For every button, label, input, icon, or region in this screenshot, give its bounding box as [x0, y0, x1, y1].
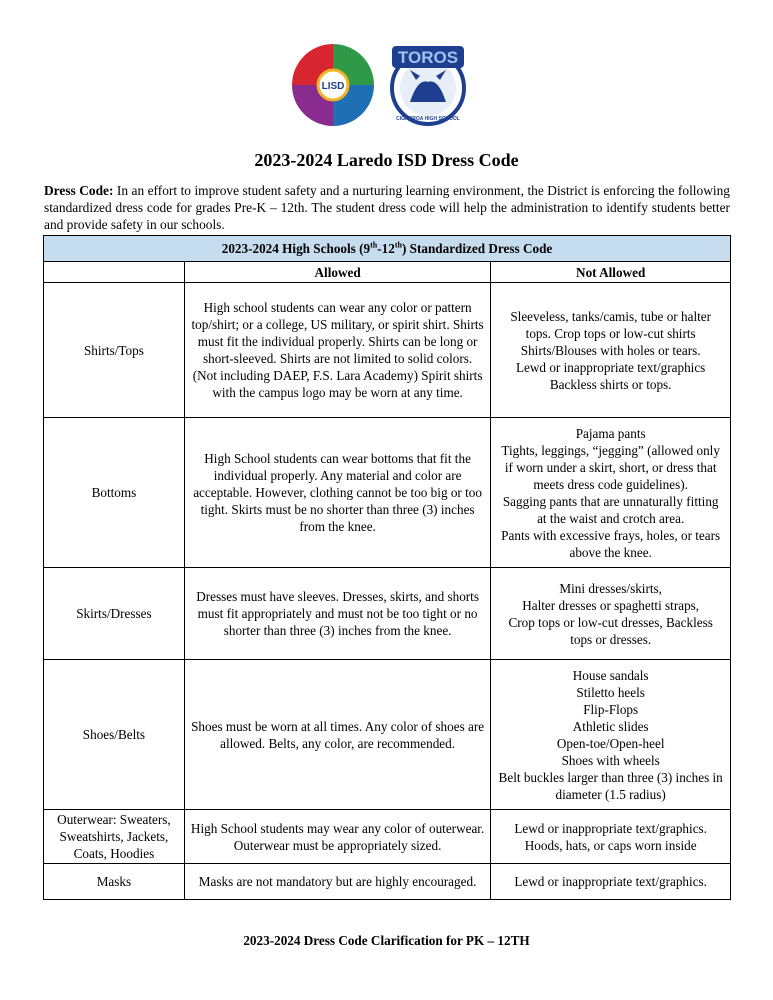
table-caption-row [44, 236, 731, 262]
row-not-allowed: Lewd or inappropriate text/graphics. Hoods, hats, or caps worn inside [491, 810, 731, 864]
row-category: Outerwear: Sweaters, Sweatshirts, Jackets, Coats, Hoodies [44, 810, 185, 864]
column-header-allowed: Allowed [184, 262, 490, 283]
school-logo [388, 40, 468, 130]
school-logo-name: TOROS [397, 48, 459, 67]
row-category: Masks [44, 864, 185, 900]
table-caption: 2023-2024 High Schools (9th-12th) Standardized Dress Code [44, 236, 731, 262]
table-row [44, 418, 731, 568]
row-allowed: Masks are not mandatory but are highly encouraged. [184, 864, 490, 900]
row-allowed: Dresses must have sleeves. Dresses, skirts, and shorts must fit appropriately and must not be too tight or no shorter than three (3) inches from the knee. [184, 568, 490, 660]
logo-bar [0, 40, 773, 130]
row-allowed: High School students may wear any color of outerwear. Outerwear must be appropriately sized. [184, 810, 490, 864]
intro-label: Dress Code: [44, 183, 114, 198]
table-row [44, 864, 731, 900]
row-category: Shoes/Belts [44, 660, 185, 810]
row-allowed: High School students can wear bottoms that fit the individual properly. Any material and color are acceptable. However, clothing cannot be too big or too tight. Skirts must be no shorter than three (3) inches from the knee. [184, 418, 490, 568]
row-not-allowed: Pajama pants Tights, leggings, “jegging” (allowed only if worn under a skirt, short, or dress that meets dress code guidelines). Sagging pants that are unnaturally fitting at the waist and crotch area. Pants with excessive frays, holes, or tears above the knee. [491, 418, 731, 568]
intro-text: In an effort to improve student safety and a nurturing learning environment, the District is enforcing the following standardized dress code for grades Pre-K – 12th. The student dress code will help the administration to identify students better and provide safety in our schools. [44, 183, 730, 232]
table-row [44, 660, 731, 810]
row-category: Shirts/Tops [44, 283, 185, 418]
row-not-allowed: Mini dresses/skirts, Halter dresses or spaghetti straps, Crop tops or low-cut dresses, Backless tops or dresses. [491, 568, 731, 660]
row-category: Skirts/Dresses [44, 568, 185, 660]
column-header-category [44, 262, 185, 283]
table-row [44, 283, 731, 418]
district-logo-text: LISD [321, 81, 345, 92]
row-category: Bottoms [44, 418, 185, 568]
table-row [44, 810, 731, 864]
school-logo-subtitle: CIGARROA HIGH SCHOOL [396, 116, 460, 122]
page-title: 2023-2024 Laredo ISD Dress Code [254, 150, 519, 170]
row-not-allowed: Sleeveless, tanks/camis, tube or halter tops. Crop tops or low-cut shirts Shirts/Blouses with holes or tears. Lewd or inappropriate text/graphics Backless shirts or tops. [491, 283, 731, 418]
intro-paragraph [44, 182, 730, 233]
row-not-allowed: Lewd or inappropriate text/graphics. [491, 864, 731, 900]
footer-heading: 2023-2024 Dress Code Clarification for PK – 12TH [243, 933, 530, 948]
dress-code-table [43, 235, 731, 900]
row-not-allowed: House sandals Stiletto heels Flip-Flops Athletic slides Open-toe/Open-heel Shoes with wheels Belt buckles larger than three (3) inches in diameter (1.5 radius) [491, 660, 731, 810]
row-allowed: High school students can wear any color or pattern top/shirt; or a college, US military, or spirit shirt. Shirts must fit the individual properly. Shirts can be long or short-sleeved. Shirts are not limited to solid colors. (Not including DAEP, F.S. Lara Academy) Spirit shirts with the campus logo may be worn at any time. [184, 283, 490, 418]
table-row [44, 568, 731, 660]
district-logo [288, 40, 378, 130]
row-allowed: Shoes must be worn at all times. Any color of shoes are allowed. Belts, any color, are recommended. [184, 660, 490, 810]
column-header-not-allowed: Not Allowed [491, 262, 731, 283]
column-header-row [44, 262, 731, 283]
